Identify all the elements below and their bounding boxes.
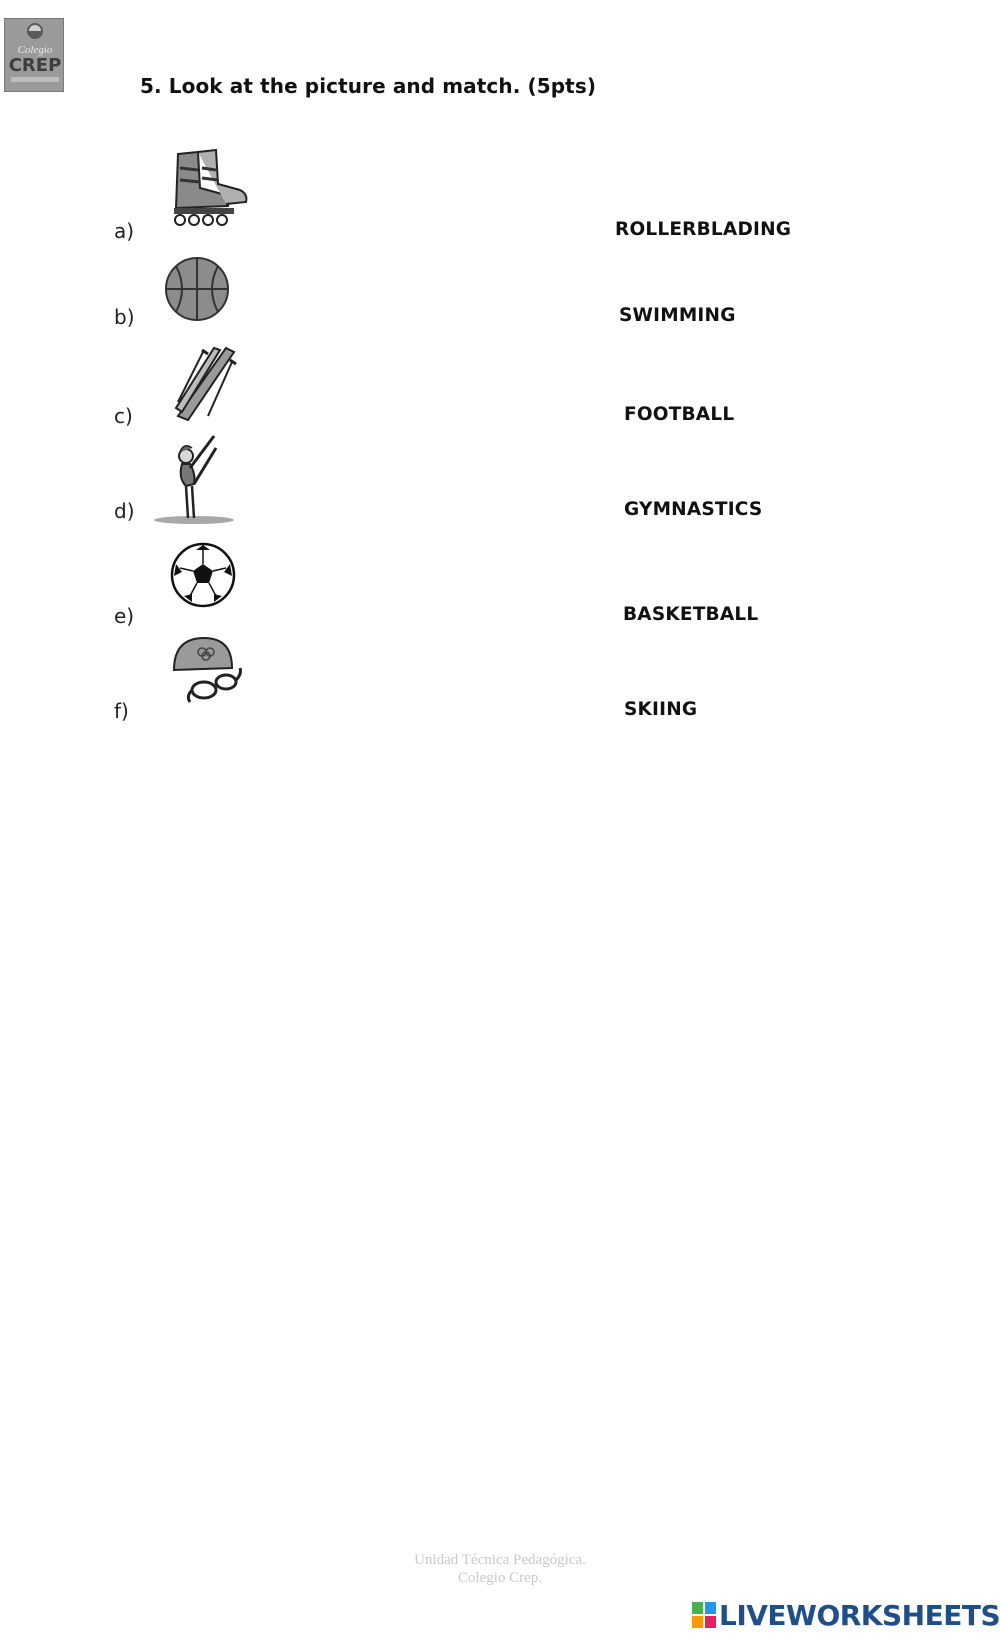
swim-cap-goggles-icon [170,634,244,712]
item-letter-c: c) [114,404,133,428]
school-logo [4,18,64,92]
item-letter-e: e) [114,604,135,628]
footer-line-2: Colegio Crep. [457,1570,543,1586]
footer-line-1: Unidad Técnica Pedagógica. [414,1552,586,1568]
gymnast-icon [154,434,240,530]
word-gymnastics: GYMNASTICS [624,499,763,520]
item-letter-a: a) [114,219,135,243]
word-rollerblading: ROLLERBLADING [615,219,792,240]
liveworksheets-brand[interactable] [692,1598,1000,1632]
item-letter-d: d) [114,499,135,523]
word-basketball: BASKETBALL [623,604,759,625]
word-skiing: SKIING [624,699,698,720]
rollerblades-icon [172,148,256,234]
word-swimming: SWIMMING [619,305,736,326]
word-football: FOOTBALL [624,404,735,425]
svg-text:Colegio: Colegio [17,44,53,56]
liveworksheets-logo-icon [692,1602,716,1628]
liveworksheets-text: LIVEWORKSHEETS [719,1598,1000,1632]
soccer-ball-icon [170,542,236,612]
question-title: 5. Look at the picture and match. (5pts) [140,74,597,98]
skis-icon [174,346,240,426]
item-letter-b: b) [114,305,135,329]
svg-text:CREP: CREP [8,55,62,76]
basketball-icon [164,256,230,326]
item-letter-f: f) [114,699,129,723]
